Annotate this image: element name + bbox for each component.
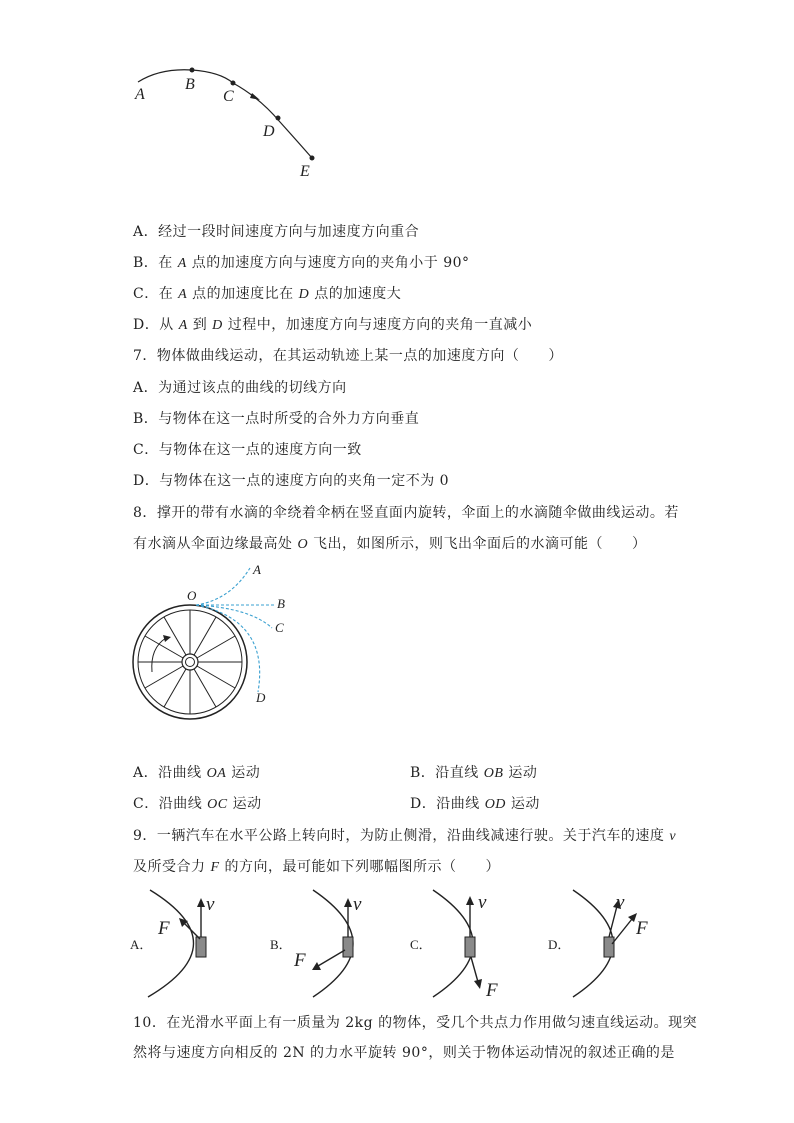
q8-stem-line2: 有水滴从伞面边缘最高处 O 飞出，如图所示，则飞出伞面后的水滴可能（ ） <box>133 536 647 552</box>
q9-figure-b-f-head <box>312 962 321 970</box>
label-d: D <box>263 123 275 140</box>
q9-figure-b <box>270 890 362 997</box>
q7-option-a: A．为通过该点的曲线的切线方向 <box>133 380 347 396</box>
q9-figure-d <box>548 890 648 997</box>
q9-figure-c-f-head <box>474 979 482 989</box>
rotation-arrow-head <box>163 635 171 642</box>
q9-figure-c-car <box>465 937 475 957</box>
umbrella-figure <box>130 560 290 710</box>
q9-figure-d-car <box>604 937 614 957</box>
trajectory-lines <box>196 568 275 692</box>
q8-stem-line1: 8．撑开的带有水滴的伞绕着伞柄在竖直面内旋转，伞面上的水滴随伞做曲线运动。若 <box>133 505 679 521</box>
trajectory-curve <box>138 70 312 158</box>
point-c-dot <box>231 81 236 86</box>
label-a: A <box>253 562 261 577</box>
q9-figure-c <box>410 890 498 1001</box>
q9-figures <box>128 882 668 1004</box>
velocity-arrow <box>250 93 260 100</box>
q8-option-c: C．沿曲线 OC 运动 <box>133 796 262 812</box>
q9-stem-line2: 及所受合力 F 的方向，最可能如下列哪幅图所示（ ） <box>133 859 500 875</box>
point-e-dot <box>310 156 315 161</box>
trajectory-figure <box>130 60 330 185</box>
q6-option-c: C．在 A 点的加速度比在 D 点的加速度大 <box>133 286 402 302</box>
q6-option-d: D．从 A 到 D 过程中，加速度方向与速度方向的夹角一直减小 <box>133 317 533 333</box>
q9-figure-a-v-label: v <box>206 894 215 915</box>
q9-figure-d-v-label: v <box>616 892 625 913</box>
q9-figure-c-v-label: v <box>478 892 487 913</box>
label-a: A <box>135 86 145 103</box>
q9-figure-b-v-head <box>344 898 352 907</box>
q9-figure-b-f-label: F <box>294 950 306 971</box>
label-c: C <box>223 88 234 105</box>
q9-figure-a <box>130 890 215 997</box>
q7-option-d: D．与物体在这一点的速度方向的夹角一定不为 0 <box>133 473 450 489</box>
q9-figure-d-f-arrow <box>612 919 632 944</box>
q8-option-a: A．沿曲线 OA 运动 <box>133 765 261 781</box>
q9-figure-a-f-label: F <box>158 918 170 939</box>
q9-figure-a-letter: A． <box>130 937 153 952</box>
label-d: D <box>256 690 266 705</box>
q9-figure-c-letter: C． <box>410 937 432 952</box>
q7-stem: 7．物体做曲线运动，在其运动轨迹上某一点的加速度方向（ ） <box>133 348 563 364</box>
label-e: E <box>300 163 310 180</box>
q9-figure-a-v-head <box>197 898 205 907</box>
path-od <box>196 605 260 692</box>
q9-figure-c-f-arrow <box>471 957 478 982</box>
q10-line2: 然将与速度方向相反的 2N 的力水平旋转 90°，则关于物体运动情况的叙述正确的是 <box>133 1045 675 1061</box>
path-oa <box>196 568 250 605</box>
q9-figure-b-f-arrow <box>318 950 345 966</box>
umbrella-hub-inner <box>186 658 195 667</box>
point-d-dot <box>276 116 281 121</box>
q9-figure-c-f-label: F <box>486 980 498 1001</box>
q8-option-b: B．沿直线 OB 运动 <box>410 765 538 781</box>
q10-line1: 10．在光滑水平面上有一质量为 2kg 的物体，受几个共点力作用做匀速直线运动。现突 <box>133 1015 698 1031</box>
q7-option-b: B．与物体在这一点时所受的合外力方向垂直 <box>133 411 420 427</box>
rotation-arrow-arc <box>152 638 166 672</box>
q9-figure-d-letter: D． <box>548 937 571 952</box>
q9-figure-b-letter: B． <box>270 937 292 952</box>
q9-figure-b-v-label: v <box>353 894 362 915</box>
q9-figure-b-car <box>343 937 353 957</box>
q8-option-d: D．沿曲线 OD 运动 <box>410 796 540 812</box>
label-b: B <box>185 76 195 93</box>
point-b-dot <box>190 68 195 73</box>
q9-figure-a-road <box>148 890 194 997</box>
q9-figure-a-f-arrow <box>184 923 200 939</box>
q7-option-c: C．与物体在这一点的速度方向一致 <box>133 442 362 458</box>
q9-figure-d-f-label: F <box>636 918 648 939</box>
q9-figure-a-car <box>196 937 206 957</box>
label-o: O <box>187 588 197 603</box>
label-b: B <box>277 596 285 611</box>
label-c: C <box>275 620 284 635</box>
q9-stem-line1: 9．一辆汽车在水平公路上转向时，为防止侧滑，沿曲线减速行驶。关于汽车的速度 v <box>133 828 677 844</box>
q6-option-b: B．在 A 点的加速度方向与速度方向的夹角小于 90° <box>133 255 470 271</box>
q6-option-a: A．经过一段时间速度方向与加速度方向重合 <box>133 224 420 240</box>
q9-figure-c-v-head <box>466 896 474 905</box>
